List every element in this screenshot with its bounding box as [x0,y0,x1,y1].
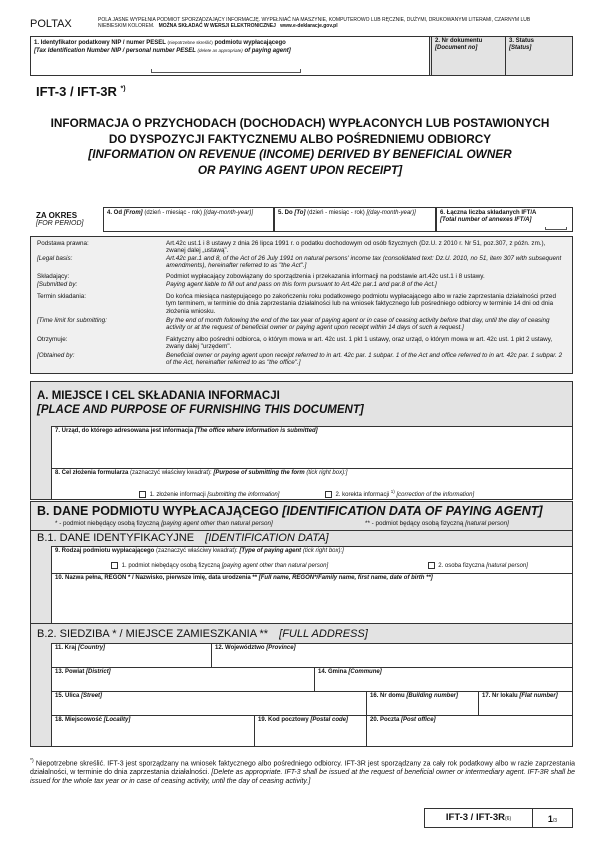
legal-value-en: By the end of month following the end of the tax year of paying agent or in case of ceasing activity before that day, until the day of ceasing activity or at the request of beneficial owner or paying agent upon receipt within 14 days of such a request.] [166,317,550,332]
legal-value-en: Art.42c par.1 and 8, of the Act of 26 July 1991 on natural persons' income tax (consolidated text: Dz.U. 2010, no 51, item 307 with subsequent amendments), hereinafter referred to as "the Act".] [166,255,562,270]
f18-label: 18. Miejscowość [55,717,103,723]
f16-label: 16. Nr domu [370,693,405,699]
legal-key-en: [Time limit for submitting: [37,317,107,324]
title-en-line1: [INFORMATION ON REVENUE (INCOME) DERIVED BY BENEFICIAL OWNER [88,147,512,161]
note2-en: [natural person] [465,520,509,527]
b2-title-en: [FULL ADDRESS] [279,628,368,640]
annex-count-field[interactable] [436,207,573,232]
notice-electronic: MOŻNA SKŁADAĆ W WERSJI ELEKTRONICZNEJ [158,23,276,30]
nip-note-en: (delete as appropriate) [197,48,243,53]
to-hint: (dzień - miesiąc - rok) [307,210,365,216]
f9-opt2: 2. osoba fizyczna [438,563,485,570]
footnote-mark: *) [30,758,34,764]
notice-text: POLA JASNE WYPEŁNIA PODMIOT SPORZĄDZAJĄCY INFORMACJĘ. WYPEŁNIAĆ NA MASZYNIE, KOMPUTEROWO LUB RĘCZNIE, DUŻYMI, DRUKOWANYMI LITERAMI, CZARNYM LUB NIEBIESKIM KOLOREM. [98,17,531,30]
footnote-pl: Niepotrzebne skreślić. IFT-3 jest sporządzany na wniosek faktycznego albo pośredniego odbiorcy. IFT-3R jest sporządzany za cały rok podatkowy albo w razie zaprzestania działalności, w terminie do dnia zaprzestania działalności. [30,760,575,776]
b1-header [31,530,572,546]
from-label: 4. Od [107,210,123,216]
status-label-en: [Status] [509,45,532,51]
legal-box [30,236,573,374]
legal-key: Termin składania: [37,293,86,300]
f13-label: 13. Powiat [55,669,85,675]
period-from-field[interactable] [103,207,274,232]
full-name-field[interactable] [51,573,572,623]
f8-label-en: [Purpose of submitting the form [213,470,305,476]
postal-code-field[interactable] [254,715,366,746]
doc-number-label: 2. Nr dokumentu [435,38,483,44]
footer-page-total: /3 [552,818,558,824]
period-label [36,211,102,227]
nip-comb [151,69,301,73]
f14-label-en: [Commune] [348,669,382,675]
footnote [30,757,575,786]
legal-value-en: Paying agent liable to fill out and pass on this form pursuant to Art.42c par.1 and par.8 of the Act.] [166,281,437,288]
nip-field[interactable] [30,36,430,76]
footnote-en: [Delete as appropriate. IFT-3 shall be issued at the request of beneficial owner or intermediary agent. IFT-3R shall be issued for the whole tax year or in case of ceasing activity, until the day of ceasing activity.] [30,768,575,785]
b2-header [31,623,572,643]
legal-key: Podstawa prawna: [37,240,89,247]
legal-key-en: [Legal basis: [37,255,73,262]
footer-page [533,809,572,827]
country-field[interactable] [51,643,211,667]
website-link[interactable]: www.e-deklaracje.gov.pl [280,23,338,30]
correction-checkbox[interactable] [325,491,332,498]
f20-label-en: [Post office] [401,717,436,723]
f7-label: 7. Urząd, do którego adresowana jest informacja [55,428,194,434]
nip-suffix-en: of paying agent] [244,48,291,54]
note1-pl: * - podmiot niebędący osobą fizyczną [55,520,160,527]
opt2-sup: 1) [390,489,395,494]
f8-hint-en: (tick right box):] [306,470,348,476]
period-to-field[interactable] [274,207,436,232]
f9-opt1: 1. podmiot niebędący osobą fizyczną [121,563,221,570]
locality-field[interactable] [51,715,254,746]
flat-number-field[interactable] [478,691,572,715]
purpose-options [136,487,477,500]
f10-label-en: [Full name, REGON*/Family name, first name, date of birth **] [258,575,433,581]
f14-label: 14. Gmina [318,669,347,675]
agent-type-options [108,561,531,571]
legal-value: Art.42c ust.1 i 8 ustawy z dnia 26 lipca 1991 r. o podatku dochodowym od osób fizycznych (Dz.U. z 2010 r. Nr 51, poz.307, z późn. zm.), zwanej dalej „ustawą”. [166,240,546,255]
f12-label: 12. Województwo [215,645,265,651]
f13-label-en: [District] [86,669,111,675]
legal-key-en: [Obtained by: [37,352,75,359]
f9-hint-en: (tick right box):] [302,548,344,554]
from-hint-en: [(day-month-year)] [203,210,254,216]
footer-version: (6) [505,816,512,822]
f9-label-en: [Type of paying agent [239,548,302,554]
annex-label: 6. Łączna liczba składanych IFT/A [440,210,537,216]
section-b-header [31,502,572,530]
f10-label: 10. Nazwa pełna, REGON * / Nazwisko, pierwsze imię, data urodzenia ** [55,575,258,581]
opt1-label: 1. złożenie informacji [149,492,206,498]
legal-value-en: Beneficial owner or paying agent upon receipt referred to in art. 42c par. 1 subpar. 1 of the Act and office referred to in art. 42c par. 1 subpar. 2 of the Act, hereinafter referred to as "the office".] [166,352,563,367]
district-field[interactable] [51,667,314,691]
to-label: 5. Do [278,210,293,216]
status-label: 3. Status [509,38,535,44]
opt1-label-en: [submitting the information] [207,492,280,498]
header-notice [98,17,538,29]
status-field [505,36,573,76]
section-a-title-en: [PLACE AND PURPOSE OF FURNISHING THIS DOCUMENT] [37,404,364,416]
f11-label: 11. Kraj [55,645,77,651]
purpose-field [51,468,572,499]
annex-label-en: [Total number of annexes IFT/A] [440,217,532,223]
section-b-title-pl: B. DANE PODMIOTU WYPŁACAJĄCEGO [37,504,279,518]
opt2-label: 2. korekta informacji [335,492,390,498]
office-field[interactable] [51,426,572,468]
post-office-field[interactable] [366,715,572,746]
f17-label: 17. Nr lokalu [482,693,518,699]
section-b-title [37,504,543,518]
brand-logo: POLTAX [30,18,72,30]
to-label-en: [To] [294,210,306,216]
nip-note: (niepotrzebne skreślić) [167,40,213,45]
legal-value: Do końca miesiąca następującego po zakończeniu roku podatkowego podmiotu wypłacającego albo w razie zaprzestania działalności przed tym terminem, w terminie do dnia zaprzestania działalności lub na wniosek faktycznego lub pośredniego odbiorcy w terminie 14 dni od dnia złożenia wniosku. [166,293,556,315]
f8-hint: (zaznaczyć właściwy kwadrat): [130,470,212,476]
legal-value: Faktyczny albo pośredni odbiorca, o którym mowa w art. 42c ust. 1 pkt 1 ustawy, oraz urząd, o którym mowa w art. 42c ust. 1 pkt 2 ustawy, zwany dalej "urzędem". [166,336,553,351]
title-en-line2: OR PAYING AGENT UPON RECEIPT] [197,162,403,177]
street-field[interactable] [51,691,366,715]
to-hint-en: [(day-month-year)] [366,210,416,216]
f11-label-en: [Country] [78,645,106,651]
form-code-text: IFT-3 / IFT-3R [36,84,117,99]
f16-label-en: [Building number] [406,693,459,699]
period-label-en: [FOR PERIOD] [36,220,84,227]
b1-title [37,532,329,544]
f19-label-en: [Postal code] [310,717,349,723]
from-hint: (dzień - miesiąc - rok) [144,210,203,216]
f18-label-en: [Locality] [103,717,131,723]
f15-label: 15. Ulica [55,693,80,699]
building-number-field[interactable] [366,691,478,715]
form-code-mark: *) [120,85,126,93]
b1-title-pl: B.1. DANE IDENTYFIKACYJNE [37,532,195,544]
nip-label-en: [Tax Identification Number NIP / personal number PESEL [34,48,196,54]
f20-label: 20. Poczta [370,717,400,723]
title-pl-line2: DO DYSPOZYCJI FAKTYCZNEMU ALBO POŚREDNIEMU ODBIORCY [108,131,492,146]
province-field[interactable] [211,643,572,667]
b1-title-en: [IDENTIFICATION DATA] [205,532,329,544]
f9-opt2-en: [natural person] [486,563,528,570]
f15-label-en: [Street] [81,693,103,699]
f19-label: 19. Kod pocztowy [258,717,309,723]
form-title [20,116,580,178]
submit-checkbox[interactable] [139,491,146,498]
annex-comb [545,227,567,230]
f9-label: 9. Rodzaj podmiotu wypłacającego [55,548,155,554]
section-b-note1 [55,520,273,527]
footer-code-text: IFT-3 / IFT-3R [445,812,505,823]
commune-field[interactable] [314,667,572,691]
legal-key-en: [Submitted by: [37,281,78,288]
doc-number-label-en: [Document no] [435,45,478,51]
legal-entity-checkbox[interactable] [111,562,118,569]
section-a-title [37,389,364,417]
paying-agent-type-field [51,546,572,573]
footer-page-number: 1 [547,814,553,824]
note2-pl: ** - podmiot będący osobą fizyczną [365,520,464,527]
section-a-title-pl: A. MIEJSCE I CEL SKŁADANIA INFORMACJI [37,390,280,402]
f9-opt1-en: [paying agent other than natural person] [221,563,329,570]
natural-person-checkbox[interactable] [428,562,435,569]
period-label-pl: ZA OKRES [36,211,78,220]
nip-suffix: podmiotu wypłacającego [214,40,286,46]
f12-label-en: [Province] [266,645,296,651]
footer-code-box [424,808,573,828]
f9-hint: (zaznaczyć właściwy kwadrat): [156,548,238,554]
footer-code [425,809,533,827]
b2-title-pl: B.2. SIEDZIBA * / MIEJSCE ZAMIESZKANIA ** [37,628,269,640]
section-a [30,381,573,500]
section-b-title-en: [IDENTIFICATION DATA OF PAYING AGENT] [282,504,543,518]
f7-label-en: [The office where information is submitted] [194,428,318,434]
f17-label-en: [Flat number] [519,693,558,699]
form-code [36,84,126,99]
f8-label: 8. Cel złożenia formularza [55,470,129,476]
b2-title [37,628,368,640]
doc-number-field [431,36,505,76]
section-b [30,501,573,747]
nip-label: 1. Identyfikator podatkowy NIP / numer PESEL [34,40,166,46]
title-pl-line1: INFORMACJA O PRZYCHODACH (DOCHODACH) WYPŁACONYCH LUB POSTAWIONYCH [50,116,550,130]
legal-value: Podmiot wypłacający zobowiązany do sporządzenia i przekazania informacji na podstawie art.42c ust.1 i 8 ustawy. [166,273,485,280]
legal-key: Składający: [37,273,70,280]
opt2-label-en: [correction of the information] [396,492,475,498]
legal-key: Otrzymuje: [37,336,68,343]
note1-en: [paying agent other than natural person] [161,520,273,527]
from-label-en: [From] [123,210,143,216]
section-b-note2 [365,520,509,527]
